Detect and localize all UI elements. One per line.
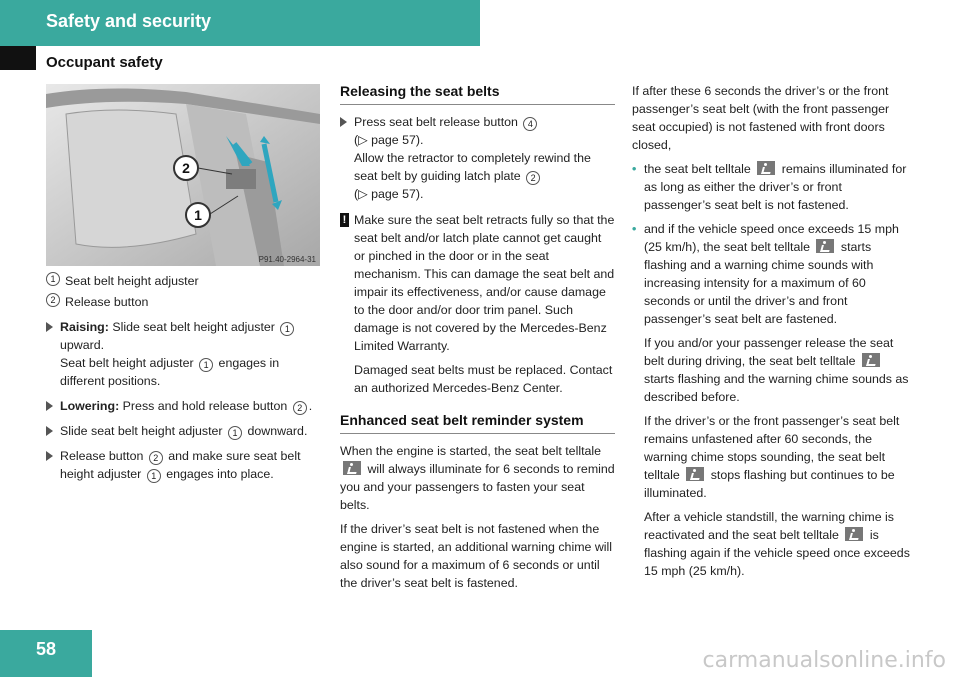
paragraph: If after these 6 seconds the driver’s or the front passenger’s seat belt (with the front passenger seat occupied) is not fastened with front doors closed, xyxy=(632,84,890,152)
bullet-item: • and if the vehicle speed once exceeds 15 mph (25 km/h), the seat belt telltale starts flashing and a warning chime sounds with increasing intensity for a maximum of 60 seconds or until the driver’s and front passenger’s seat belt are fastened. xyxy=(632,222,899,326)
paragraph: After a vehicle standstill, the warning chime is reactivated and the seat belt telltale is flashing again if the vehicle speed once exceeds 15 mph (25 km/h). xyxy=(644,510,910,578)
paragraph: If the driver’s seat belt is not fastened when the engine is started, an additional warning chime will also sound for a maximum of 6 seconds or until the driver’s seat belt is fastened. xyxy=(340,522,613,590)
legend-item xyxy=(46,272,326,290)
seat-belt-telltale-icon xyxy=(862,353,880,367)
column-left xyxy=(46,272,326,483)
paragraph: If the driver’s or the front passenger’s seat belt remains unfastened after 60 seconds, the warning chime stops sounding, the seat belt telltale stops flashing but continues to be illuminated. xyxy=(644,414,900,500)
legend-label: Release button xyxy=(65,295,149,309)
callout-1: 1 xyxy=(194,207,202,223)
step-slide-down: Slide seat belt height adjuster 1 downward. xyxy=(46,422,326,440)
paragraph: When the engine is started, the seat belt telltale will always illuminate for 6 seconds to remind you and your passengers to fasten your seat belts. xyxy=(340,444,615,512)
step-raising: Raising: Slide seat belt height adjuster 1 upward. Seat belt height adjuster 1 engages in different positions. xyxy=(46,318,326,390)
callout-2: 2 xyxy=(182,160,190,176)
column-middle xyxy=(340,82,615,592)
seat-belt-telltale-icon xyxy=(816,239,834,253)
warning-icon: ! xyxy=(340,213,349,227)
page-number: 58 xyxy=(35,639,57,659)
heading-releasing-seat-belts: Releasing the seat belts xyxy=(340,82,615,105)
step-arrow-icon xyxy=(46,426,53,436)
warning-note: ! Make sure the seat belt retracts fully so that the seat belt and/or latch plate cannot get caught or pinched in the door or in the seat mechanism. This can damage the seat belt and impair its effectiveness, and/or cause damage to the door and/or door trim panel. Such damage is not covered by the Mercedes-Benz Limited Warranty. Damaged seat belts must be replaced. Contact an authorized Mercedes-Benz Center. xyxy=(340,211,615,397)
seat-belt-photo xyxy=(46,84,320,266)
legend-number: 1 xyxy=(46,272,60,286)
figure-code: P91.40-2964-31 xyxy=(258,255,316,264)
section-title: Occupant safety xyxy=(46,54,163,71)
step-arrow-icon xyxy=(46,322,53,332)
column-right xyxy=(632,82,910,580)
seat-belt-telltale-icon xyxy=(686,467,704,481)
legend-label: Seat belt height adjuster xyxy=(65,274,199,288)
step-arrow-icon xyxy=(46,401,53,411)
seat-belt-telltale-icon xyxy=(343,461,361,475)
step-release: Release button 2 and make sure seat belt height adjuster 1 engages into place. xyxy=(46,447,326,483)
heading-seat-belt-reminder: Enhanced seat belt reminder system xyxy=(340,411,615,434)
step-release-button: Press seat belt release button 4 (▷ page 57). Allow the retractor to completely rewind the seat belt by guiding latch plate 2 (▷ page 57). xyxy=(340,113,615,203)
chapter-title: Safety and security xyxy=(46,11,212,31)
step-arrow-icon xyxy=(340,117,347,127)
legend-number: 2 xyxy=(46,293,60,307)
paragraph: If you and/or your passenger release the seat belt during driving, the seat belt telltale starts flashing and the warning chime sounds as described before. xyxy=(644,336,909,404)
watermark: carmanualsonline.info xyxy=(702,648,946,673)
seat-belt-telltale-icon xyxy=(757,161,775,175)
step-lowering: Lowering: Press and hold release button 2 . xyxy=(46,397,326,415)
section-tab-marker xyxy=(0,46,36,70)
legend-item xyxy=(46,293,326,311)
seat-belt-telltale-icon xyxy=(845,527,863,541)
step-arrow-icon xyxy=(46,451,53,461)
bullet-item: • the seat belt telltale remains illuminated for as long as either the driver’s or front passenger’s seat belt is not fastened. xyxy=(632,162,907,212)
